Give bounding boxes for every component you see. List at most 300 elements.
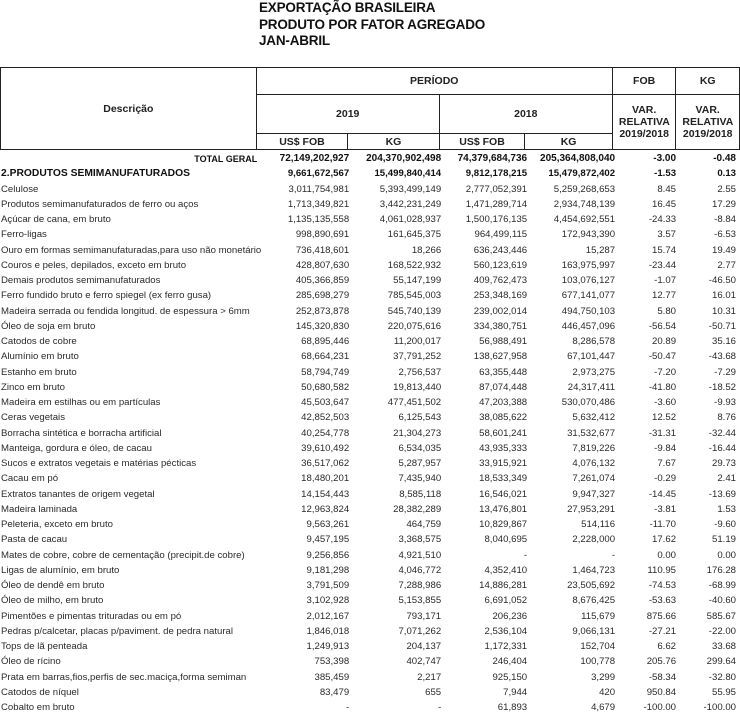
table-row bbox=[0, 624, 740, 639]
cell-kg2019: 7,435,940 bbox=[398, 473, 442, 485]
table-row bbox=[0, 609, 740, 624]
cell-kg2019: 5,393,499,149 bbox=[379, 183, 442, 195]
table-row bbox=[0, 532, 740, 547]
cell-fob2018: 4,352,410 bbox=[484, 564, 528, 576]
cell-var-kg: -6.53 bbox=[714, 229, 736, 241]
row-description: Celulose bbox=[1, 183, 39, 195]
row-description: Couros e peles, depilados, exceto em bruto bbox=[1, 259, 187, 271]
cell-var-kg: -40.60 bbox=[708, 595, 736, 607]
cell-kg2019: 220,075,616 bbox=[387, 320, 442, 332]
cell-fob2018: 246,404 bbox=[492, 656, 528, 668]
row-description: Ferro fundido bruto e ferro spiegel (ex ferro gusa) bbox=[1, 290, 212, 302]
cell-kg2018: 677,141,077 bbox=[561, 290, 616, 302]
cell-kg2019: 37,791,252 bbox=[393, 351, 442, 363]
cell-var-kg: 2.41 bbox=[717, 473, 736, 485]
title-line-3: JAN-ABRIL bbox=[259, 33, 330, 48]
cell-kg2018: 163,975,997 bbox=[561, 259, 616, 271]
row-description: Cobalto em bruto bbox=[1, 702, 75, 714]
table-row bbox=[0, 365, 740, 380]
table-row bbox=[0, 593, 740, 608]
cell-var-kg: 0.13 bbox=[717, 168, 736, 180]
row-description: Madeira em estilhas ou em partículas bbox=[1, 397, 161, 409]
table-row bbox=[0, 578, 740, 593]
table-row bbox=[0, 380, 740, 395]
cell-kg2019: 8,585,118 bbox=[399, 488, 442, 500]
cell-var-kg: 2.55 bbox=[717, 183, 736, 195]
cell-fob2019: 1,135,135,558 bbox=[287, 214, 350, 226]
cell-kg2018: 420 bbox=[599, 686, 616, 698]
table-row bbox=[0, 227, 740, 242]
cell-fob2019: 285,698,279 bbox=[295, 290, 350, 302]
total-fob-2018: 74,379,684,736 bbox=[457, 153, 528, 165]
cell-kg2018: 5,632,412 bbox=[572, 412, 616, 424]
table-row bbox=[0, 319, 740, 334]
cell-fob2019: 3,791,509 bbox=[306, 580, 350, 592]
cell-fob2019: 9,256,856 bbox=[306, 549, 350, 561]
cell-kg2019: 161,645,375 bbox=[387, 229, 442, 241]
cell-fob2019: - bbox=[345, 702, 350, 714]
cell-kg2019: 21,304,273 bbox=[393, 427, 442, 439]
row-description: Açúcar de cana, em bruto bbox=[1, 214, 111, 226]
cell-kg2019: 7,288,986 bbox=[398, 580, 442, 592]
cell-var-fob: -53.63 bbox=[648, 595, 677, 607]
cell-kg2018: 24,317,411 bbox=[567, 381, 616, 393]
cell-kg2019: 3,442,231,249 bbox=[379, 198, 442, 210]
cell-kg2019: 11,200,017 bbox=[393, 336, 442, 348]
cell-kg2018: 4,076,132 bbox=[572, 458, 616, 470]
cell-fob2018: 636,243,446 bbox=[473, 244, 528, 256]
cell-fob2019: 736,418,601 bbox=[295, 244, 350, 256]
cell-var-kg: -32.44 bbox=[708, 427, 736, 439]
table-row bbox=[0, 548, 740, 563]
cell-var-fob: -31.31 bbox=[648, 427, 677, 439]
cell-var-kg: 55.95 bbox=[711, 686, 736, 698]
cell-fob2019: 42,852,503 bbox=[301, 412, 350, 424]
row-description: Cacau em pó bbox=[1, 473, 59, 485]
total-var-kg: -0.48 bbox=[713, 153, 736, 165]
cell-kg2019: 402,747 bbox=[406, 656, 442, 668]
cell-kg2019: 204,137 bbox=[406, 641, 442, 653]
cell-var-fob: -3.81 bbox=[654, 503, 677, 515]
cell-fob2019: 3,102,928 bbox=[306, 595, 350, 607]
row-description: Demais produtos semimanufaturados bbox=[1, 275, 161, 287]
cell-var-kg: -9.60 bbox=[714, 519, 736, 531]
table-row bbox=[0, 639, 740, 654]
cell-kg2019: 655 bbox=[425, 686, 442, 698]
cell-var-fob: 7.67 bbox=[657, 458, 677, 470]
cell-var-fob: 205.76 bbox=[646, 656, 677, 668]
cell-kg2018: 8,286,578 bbox=[572, 336, 616, 348]
cell-var-kg: 1.53 bbox=[717, 503, 736, 515]
row-description: Pedras p/calcetar, placas p/paviment. de pedra natural bbox=[1, 625, 233, 637]
table-row bbox=[0, 700, 740, 715]
cell-fob2019: 14,154,443 bbox=[301, 488, 350, 500]
cell-kg2018: 2,973,275 bbox=[572, 366, 616, 378]
table-row bbox=[0, 471, 740, 486]
cell-kg2018: 27,953,291 bbox=[567, 503, 616, 515]
cell-kg2018: 100,778 bbox=[580, 656, 616, 668]
cell-fob2018: 206,236 bbox=[492, 610, 528, 622]
cell-var-kg: -22.00 bbox=[708, 625, 736, 637]
cell-kg2018: 103,076,127 bbox=[561, 275, 616, 287]
cell-kg2018: 115,679 bbox=[581, 610, 616, 622]
cell-fob2019: 753,398 bbox=[314, 656, 350, 668]
cell-var-fob: 110.95 bbox=[647, 564, 677, 576]
cell-fob2018: 18,533,349 bbox=[479, 473, 528, 485]
row-description: Madeira serrada ou fendida longitud. de espessura > 6mm bbox=[1, 305, 250, 317]
total-kg-2018: 205,364,808,040 bbox=[540, 153, 616, 165]
cell-var-fob: 5.80 bbox=[657, 305, 677, 317]
cell-fob2018: 33,915,921 bbox=[479, 458, 528, 470]
cell-var-kg: -50.71 bbox=[708, 320, 736, 332]
cell-var-fob: -74.53 bbox=[648, 580, 677, 592]
header-year-2018: 2018 bbox=[439, 95, 612, 134]
cell-fob2018: 43,935,333 bbox=[479, 442, 528, 454]
cell-fob2019: 1,713,349,821 bbox=[287, 198, 350, 210]
header-var-rel-kg: VAR. RELATIVA 2019/2018 bbox=[676, 95, 740, 150]
cell-var-kg: 8.76 bbox=[717, 412, 736, 424]
cell-fob2019: 385,459 bbox=[314, 671, 350, 683]
cell-var-kg: 176.28 bbox=[706, 564, 736, 576]
cell-var-fob: 3.57 bbox=[657, 229, 677, 241]
cell-fob2018: 10,829,867 bbox=[479, 519, 528, 531]
cell-fob2019: 9,181,298 bbox=[306, 564, 350, 576]
row-description: Óleo de milho, em bruto bbox=[1, 595, 104, 607]
header-descricao: Descrição bbox=[1, 68, 257, 150]
row-description: Óleo de rícino bbox=[1, 656, 61, 668]
cell-var-fob: -14.45 bbox=[648, 488, 677, 500]
cell-fob2018: 16,546,021 bbox=[479, 488, 528, 500]
cell-fob2019: 12,963,824 bbox=[301, 503, 350, 515]
cell-fob2018: - bbox=[523, 549, 528, 561]
cell-kg2019: 5,153,855 bbox=[398, 595, 442, 607]
cell-fob2018: 38,085,622 bbox=[479, 412, 528, 424]
cell-kg2018: 514,116 bbox=[581, 519, 616, 531]
cell-var-kg: -46.50 bbox=[708, 275, 736, 287]
total-row bbox=[0, 151, 740, 166]
header-var-rel-fob: VAR. RELATIVA 2019/2018 bbox=[612, 95, 676, 150]
cell-fob2018: 14,886,281 bbox=[479, 580, 528, 592]
cell-kg2019: - bbox=[437, 702, 442, 714]
cell-kg2019: 6,534,035 bbox=[398, 442, 442, 454]
cell-kg2018: 9,947,327 bbox=[572, 488, 616, 500]
cell-fob2019: 18,480,201 bbox=[301, 473, 350, 485]
cell-fob2019: 1,846,018 bbox=[306, 625, 350, 637]
cell-var-kg: -68.99 bbox=[708, 580, 736, 592]
total-var-fob: -3.00 bbox=[653, 153, 677, 165]
header-2019-kg: KG bbox=[348, 134, 440, 150]
cell-fob2018: 239,002,014 bbox=[473, 305, 528, 317]
cell-fob2018: 334,380,751 bbox=[473, 320, 528, 332]
cell-var-kg: 585.67 bbox=[706, 610, 736, 622]
cell-var-fob: -58.34 bbox=[648, 671, 677, 683]
cell-kg2018: 9,066,131 bbox=[572, 625, 616, 637]
cell-fob2019: 9,457,195 bbox=[306, 534, 350, 546]
cell-fob2018: 253,348,169 bbox=[473, 290, 528, 302]
cell-kg2018: 15,287 bbox=[585, 244, 616, 256]
cell-fob2018: 9,812,178,215 bbox=[465, 168, 528, 180]
cell-fob2019: 36,517,062 bbox=[301, 458, 350, 470]
cell-var-fob: 15.74 bbox=[652, 244, 677, 256]
cell-var-fob: 17.62 bbox=[652, 534, 677, 546]
cell-var-fob: -100.00 bbox=[643, 702, 677, 714]
cell-kg2019: 168,522,932 bbox=[387, 259, 442, 271]
cell-var-fob: -1.53 bbox=[654, 168, 677, 180]
row-description: 2.PRODUTOS SEMIMANUFATURADOS bbox=[1, 168, 190, 180]
cell-fob2018: 964,499,115 bbox=[474, 229, 528, 241]
cell-fob2018: 925,150 bbox=[492, 671, 528, 683]
report-title bbox=[259, 0, 485, 50]
cell-kg2019: 7,071,262 bbox=[398, 625, 442, 637]
table-row bbox=[0, 258, 740, 273]
cell-kg2018: 4,454,692,551 bbox=[553, 214, 616, 226]
cell-fob2018: 1,500,176,135 bbox=[465, 214, 528, 226]
row-description: Tops de lã penteada bbox=[1, 641, 88, 653]
row-description: Catodos de níquel bbox=[1, 686, 79, 698]
row-description: Alumínio em bruto bbox=[1, 351, 79, 363]
cell-kg2019: 464,759 bbox=[406, 519, 442, 531]
cell-kg2019: 6,125,543 bbox=[398, 412, 442, 424]
cell-kg2018: 494,750,103 bbox=[561, 305, 616, 317]
cell-fob2019: 2,012,167 bbox=[306, 610, 350, 622]
cell-var-fob: -11.70 bbox=[649, 519, 677, 531]
table-row bbox=[0, 288, 740, 303]
cell-kg2019: 3,368,575 bbox=[398, 534, 442, 546]
cell-kg2018: 8,676,425 bbox=[572, 595, 616, 607]
table-row bbox=[0, 517, 740, 532]
table-row bbox=[0, 197, 740, 212]
cell-var-fob: -56.54 bbox=[648, 320, 677, 332]
cell-fob2019: 145,320,830 bbox=[295, 320, 350, 332]
cell-kg2018: 67,101,447 bbox=[567, 351, 616, 363]
cell-var-fob: 12.77 bbox=[652, 290, 677, 302]
cell-fob2018: 138,627,958 bbox=[473, 351, 528, 363]
cell-var-kg: 35.16 bbox=[711, 336, 736, 348]
cell-kg2019: 5,287,957 bbox=[398, 458, 442, 470]
cell-kg2019: 477,451,502 bbox=[387, 397, 442, 409]
cell-var-fob: 16.45 bbox=[652, 198, 677, 210]
cell-var-kg: 19.49 bbox=[711, 244, 736, 256]
table-row bbox=[0, 182, 740, 197]
row-description: Óleo de soja em bruto bbox=[1, 320, 96, 332]
header-periodo: PERÍODO bbox=[256, 68, 612, 95]
cell-fob2019: 3,011,754,981 bbox=[288, 183, 350, 195]
cell-fob2018: 2,536,104 bbox=[484, 625, 528, 637]
cell-kg2018: 23,505,692 bbox=[567, 580, 616, 592]
cell-var-fob: -3.60 bbox=[654, 397, 677, 409]
cell-var-fob: 12.52 bbox=[652, 412, 677, 424]
cell-var-fob: -9.84 bbox=[654, 442, 677, 454]
cell-var-fob: 875.66 bbox=[646, 610, 677, 622]
cell-fob2019: 9,563,261 bbox=[306, 519, 350, 531]
cell-var-kg: -18.52 bbox=[708, 381, 736, 393]
row-description: Sucos e extratos vegetais e matérias pécticas bbox=[1, 458, 197, 470]
row-description: Estanho em bruto bbox=[1, 366, 77, 378]
cell-var-fob: -1.07 bbox=[654, 275, 677, 287]
cell-var-fob: 0.00 bbox=[657, 549, 677, 561]
row-description: Pasta de cacau bbox=[1, 534, 68, 546]
cell-kg2019: 2,756,537 bbox=[398, 366, 442, 378]
cell-var-kg: -32.80 bbox=[708, 671, 736, 683]
cell-kg2018: 4,679 bbox=[591, 702, 616, 714]
cell-kg2019: 785,545,003 bbox=[387, 290, 442, 302]
cell-fob2019: 405,366,859 bbox=[295, 275, 350, 287]
row-description: Madeira laminada bbox=[1, 503, 78, 515]
cell-var-kg: 17.29 bbox=[711, 198, 736, 210]
cell-var-kg: -43.68 bbox=[708, 351, 736, 363]
group-row bbox=[0, 166, 740, 181]
cell-var-fob: -7.20 bbox=[654, 366, 677, 378]
data-table bbox=[0, 151, 740, 715]
cell-fob2018: 409,762,473 bbox=[473, 275, 528, 287]
title-line-1: EXPORTAÇÃO BRASILEIRA bbox=[259, 0, 436, 15]
cell-var-kg: 0.00 bbox=[717, 549, 736, 561]
cell-kg2018: 3,299 bbox=[591, 671, 616, 683]
cell-var-fob: -24.33 bbox=[648, 214, 677, 226]
cell-fob2019: 9,661,672,567 bbox=[287, 168, 350, 180]
title-line-2: PRODUTO POR FATOR AGREGADO bbox=[259, 16, 486, 32]
cell-fob2019: 58,794,749 bbox=[301, 366, 350, 378]
table-row bbox=[0, 395, 740, 410]
cell-fob2018: 56,988,491 bbox=[479, 336, 528, 348]
cell-kg2019: 18,266 bbox=[411, 244, 442, 256]
table-row bbox=[0, 441, 740, 456]
cell-var-kg: 51.19 bbox=[711, 534, 736, 546]
cell-var-fob: -50.47 bbox=[648, 351, 677, 363]
row-description: Ferro-ligas bbox=[1, 229, 47, 241]
cell-var-kg: -8.84 bbox=[714, 214, 736, 226]
cell-fob2019: 39,610,492 bbox=[301, 442, 350, 454]
cell-kg2019: 4,061,028,937 bbox=[379, 214, 442, 226]
cell-fob2018: 560,123,619 bbox=[473, 259, 528, 271]
table-row bbox=[0, 563, 740, 578]
cell-var-kg: -9.93 bbox=[714, 397, 736, 409]
cell-fob2018: 8,040,695 bbox=[484, 534, 528, 546]
cell-kg2018: 7,819,226 bbox=[572, 442, 616, 454]
cell-var-kg: 33.68 bbox=[711, 641, 736, 653]
table-row bbox=[0, 654, 740, 669]
cell-fob2019: 1,249,913 bbox=[306, 641, 350, 653]
cell-var-kg: 2.77 bbox=[717, 259, 736, 271]
header-2018-kg: KG bbox=[525, 134, 613, 150]
cell-fob2018: 58,601,241 bbox=[479, 427, 528, 439]
cell-fob2018: 87,074,448 bbox=[479, 381, 528, 393]
cell-fob2018: 1,172,331 bbox=[484, 641, 528, 653]
cell-var-kg: -13.69 bbox=[708, 488, 736, 500]
cell-kg2019: 4,046,772 bbox=[398, 564, 442, 576]
table-row bbox=[0, 349, 740, 364]
cell-fob2018: 47,203,388 bbox=[479, 397, 528, 409]
cell-fob2018: 61,893 bbox=[497, 702, 528, 714]
row-description: Prata em barras,fios,perfis de sec.maciça,forma semiman bbox=[1, 671, 247, 683]
cell-var-fob: 8.45 bbox=[657, 183, 677, 195]
cell-kg2019: 2,217 bbox=[417, 671, 442, 683]
header-year-2019: 2019 bbox=[256, 95, 439, 134]
total-kg-2019: 204,370,902,498 bbox=[366, 153, 442, 165]
row-description: Borracha sintética e borracha artificial bbox=[1, 427, 162, 439]
header-fob: FOB bbox=[612, 68, 676, 95]
cell-kg2018: - bbox=[611, 549, 616, 561]
table-row bbox=[0, 243, 740, 258]
table-row bbox=[0, 426, 740, 441]
table-row bbox=[0, 685, 740, 700]
cell-fob2018: 2,777,052,391 bbox=[465, 183, 528, 195]
cell-fob2019: 428,807,630 bbox=[295, 259, 350, 271]
row-description: Peleteria, exceto em bruto bbox=[1, 519, 113, 531]
header-2018-usd-fob: US$ FOB bbox=[439, 134, 525, 150]
header-kg: KG bbox=[676, 68, 740, 95]
cell-kg2018: 2,228,000 bbox=[572, 534, 616, 546]
cell-var-kg: 16.01 bbox=[711, 290, 736, 302]
row-description: Ligas de alumínio, em bruto bbox=[1, 564, 120, 576]
row-description: Mates de cobre, cobre de cementação (precipit.de cobre) bbox=[1, 549, 245, 561]
cell-fob2019: 252,873,878 bbox=[295, 305, 350, 317]
cell-fob2019: 998,890,691 bbox=[295, 229, 350, 241]
table-row bbox=[0, 456, 740, 471]
row-description: Catodos de cobre bbox=[1, 336, 77, 348]
cell-kg2018: 172,943,390 bbox=[561, 229, 616, 241]
cell-kg2018: 530,070,486 bbox=[561, 397, 616, 409]
row-description: Manteiga, gordura e óleo, de cacau bbox=[1, 442, 152, 454]
table-row bbox=[0, 487, 740, 502]
row-description: Extratos tanantes de origem vegetal bbox=[1, 488, 155, 500]
cell-var-kg: -100.00 bbox=[703, 702, 736, 714]
cell-kg2019: 55,147,199 bbox=[393, 275, 442, 287]
cell-fob2019: 45,503,647 bbox=[301, 397, 350, 409]
table-row bbox=[0, 212, 740, 227]
cell-fob2018: 6,691,052 bbox=[484, 595, 528, 607]
cell-kg2018: 5,259,268,653 bbox=[553, 183, 616, 195]
table-row bbox=[0, 670, 740, 685]
cell-kg2018: 7,261,074 bbox=[572, 473, 616, 485]
cell-var-fob: -23.44 bbox=[648, 259, 677, 271]
cell-kg2018: 15,479,872,402 bbox=[548, 168, 616, 180]
cell-fob2019: 68,895,446 bbox=[301, 336, 350, 348]
cell-kg2019: 28,382,289 bbox=[393, 503, 442, 515]
cell-fob2019: 83,479 bbox=[319, 686, 350, 698]
cell-fob2018: 1,471,289,714 bbox=[465, 198, 528, 210]
header-2019-usd-fob: US$ FOB bbox=[256, 134, 348, 150]
cell-kg2018: 31,532,677 bbox=[567, 427, 616, 439]
cell-fob2019: 40,254,778 bbox=[301, 427, 350, 439]
total-label: TOTAL GERAL bbox=[194, 153, 258, 164]
cell-fob2018: 63,355,448 bbox=[479, 366, 528, 378]
cell-fob2018: 13,476,801 bbox=[479, 503, 528, 515]
cell-var-fob: -41.80 bbox=[648, 381, 677, 393]
row-description: Produtos semimanufaturados de ferro ou aços bbox=[1, 198, 199, 210]
cell-fob2019: 68,664,231 bbox=[301, 351, 350, 363]
total-fob-2019: 72,149,202,927 bbox=[279, 153, 350, 165]
row-description: Óleo de dendê em bruto bbox=[1, 580, 105, 592]
cell-kg2019: 545,740,139 bbox=[387, 305, 442, 317]
cell-var-kg: -7.29 bbox=[714, 366, 736, 378]
cell-kg2018: 2,934,748,139 bbox=[553, 198, 616, 210]
cell-var-kg: 10.31 bbox=[711, 305, 736, 317]
cell-var-fob: -0.29 bbox=[654, 473, 677, 485]
table-row bbox=[0, 304, 740, 319]
cell-var-fob: -27.21 bbox=[648, 625, 677, 637]
cell-kg2019: 4,921,510 bbox=[398, 549, 442, 561]
row-description: Ouro em formas semimanufaturadas,para uso não monetário bbox=[1, 244, 262, 256]
cell-var-kg: 29.73 bbox=[711, 458, 736, 470]
cell-kg2018: 446,457,096 bbox=[561, 320, 616, 332]
table-row bbox=[0, 273, 740, 288]
table-header bbox=[0, 67, 740, 150]
table-row bbox=[0, 410, 740, 425]
table-row bbox=[0, 334, 740, 349]
cell-var-fob: 6.62 bbox=[657, 641, 677, 653]
cell-var-fob: 20.89 bbox=[652, 336, 677, 348]
